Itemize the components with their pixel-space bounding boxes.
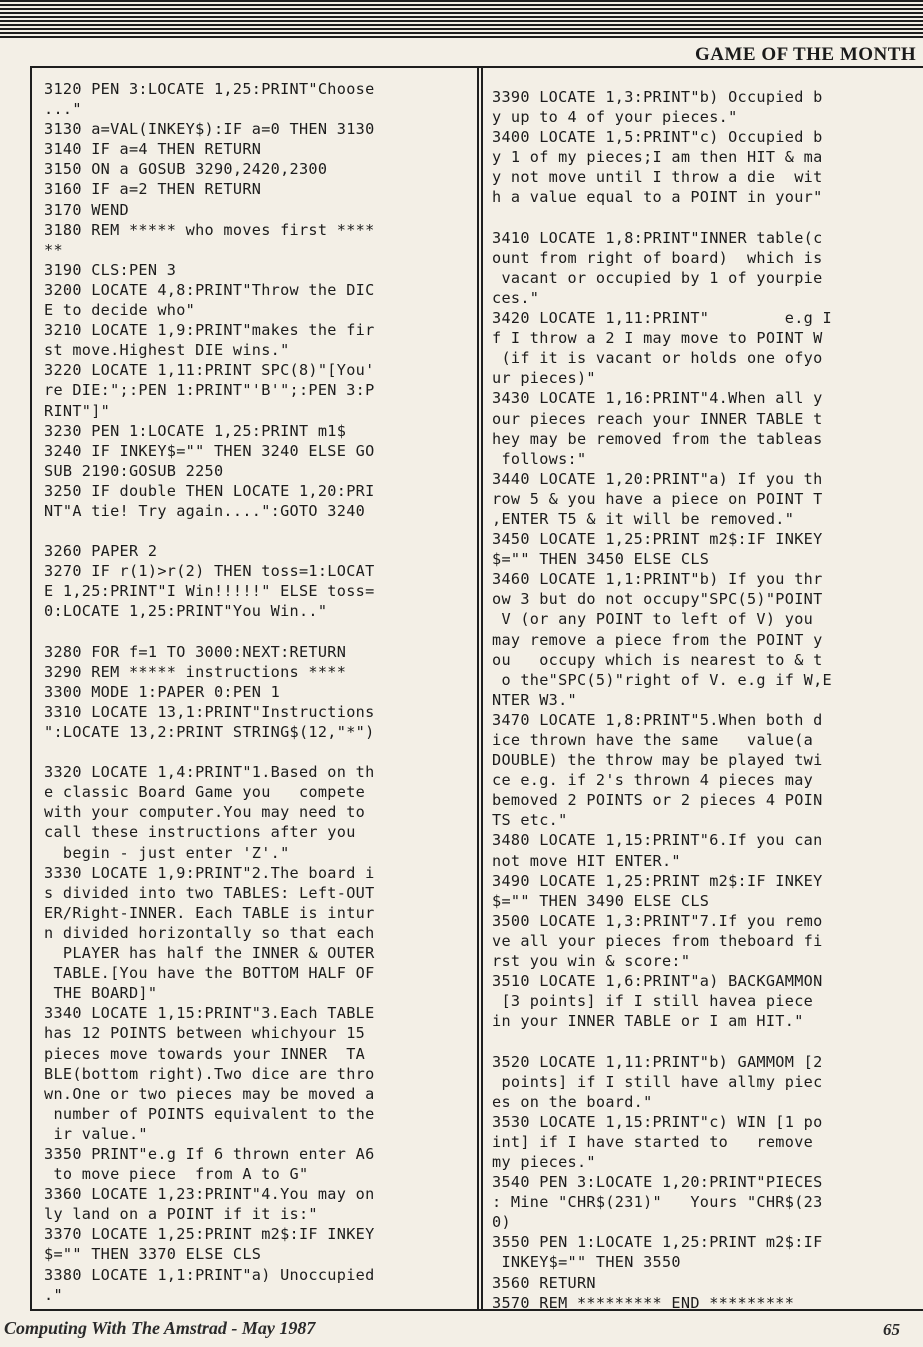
section-title: GAME OF THE MONTH	[695, 44, 917, 65]
column-divider	[477, 68, 483, 1309]
footer-publication: Computing With The Amstrad - May 1987	[4, 1318, 316, 1338]
page-number: 65	[883, 1320, 900, 1339]
header-rule-stripes	[0, 0, 923, 40]
listing-column-right: 3390 LOCATE 1,3:PRINT"b) Occupied b y up to 4 of your pieces." 3400 LOCATE 1,5:PRINT"c) Occupied b y 1 of my pieces;I am then HIT & ma y not move until I throw a die wit h a value equal to a POINT in your" 3410 LOCATE 1,8:PRINT"INNER table(c ount from right of board) which is vacant or occupied by 1 of yourpie ces." 3420 LOCATE 1,11:PRINT" e.g I f I throw a 2 I may move to POINT W (if it is vacant or holds one ofyo ur pieces)" 3430 LOCATE 1,16:PRINT"4.When all y our pieces reach your INNER TABLE t hey may be removed from the tableas follows:" 3440 LOCATE 1,20:PRINT"a) If you th row 5 & you have a piece on POINT T ,ENTER T5 & it will be removed." 3450 LOCATE 1,25:PRINT m2$:IF INKEY $="" THEN 3450 ELSE CLS 3460 LOCATE 1,1:PRINT"b) If you thr ow 3 but do not occupy"SPC(5)"POINT V (or any POINT to left of V) you may remove a piece from the POINT y ou occupy which is nearest to & t o the"SPC(5)"right of V. e.g if W,E NTER W3." 3470 LOCATE 1,8:PRINT"5.When both d ice thrown have the same value(a DOUBLE) the throw may be played twi ce e.g. if 2's thrown 4 pieces may bemoved 2 POINTS or 2 pieces 4 POIN TS etc." 3480 LOCATE 1,15:PRINT"6.If you can not move HIT ENTER." 3490 LOCATE 1,25:PRINT m2$:IF INKEY $="" THEN 3490 ELSE CLS 3500 LOCATE 1,3:PRINT"7.If you remo ve all your pieces from theboard fi rst you win & score:" 3510 LOCATE 1,6:PRINT"a) BACKGAMMON [3 points] if I still havea piece in your INNER TABLE or I am HIT." 3520 LOCATE 1,11:PRINT"b) GAMMOM [2 points] if I still have allmy piec es on the board." 3530 LOCATE 1,15:PRINT"c) WIN [1 po int] if I have started to remove my pieces." 3540 PEN 3:LOCATE 1,20:PRINT"PIECES : Mine "CHR$(231)" Yours "CHR$(23 0) 3550 PEN 1:LOCATE 1,25:PRINT m2$:IF INKEY$="" THEN 3550 3560 RETURN 3570 REM ********* END *********	[492, 88, 832, 1312]
listing-column-left: 3120 PEN 3:LOCATE 1,25:PRINT"Choose ..." 3130 a=VAL(INKEY$):IF a=0 THEN 3130 3140 IF a=4 THEN RETURN 3150 ON a GOSUB 3290,2420,2300 3160 IF a=2 THEN RETURN 3170 WEND 3180 REM ***** who moves first **** ** 3190 CLS:PEN 3 3200 LOCATE 4,8:PRINT"Throw the DIC E to decide who" 3210 LOCATE 1,9:PRINT"makes the fir st move.Highest DIE wins." 3220 LOCATE 1,11:PRINT SPC(8)"[You' re DIE:";:PEN 1:PRINT"'B'";:PEN 3:P RINT"]" 3230 PEN 1:LOCATE 1,25:PRINT m1$ 3240 IF INKEY$="" THEN 3240 ELSE GO SUB 2190:GOSUB 2250 3250 IF double THEN LOCATE 1,20:PRI NT"A tie! Try again....":GOTO 3240 3260 PAPER 2 3270 IF r(1)>r(2) THEN toss=1:LOCAT E 1,25:PRINT"I Win!!!!!" ELSE toss= 0:LOCATE 1,25:PRINT"You Win.." 3280 FOR f=1 TO 3000:NEXT:RETURN 3290 REM ***** instructions **** 3300 MODE 1:PAPER 0:PEN 1 3310 LOCATE 13,1:PRINT"Instructions ":LOCATE 13,2:PRINT STRING$(12,"*") 3320 LOCATE 1,4:PRINT"1.Based on th e classic Board Game you compete with your computer.You may need to call these instructions after you begin - just enter 'Z'." 3330 LOCATE 1,9:PRINT"2.The board i s divided into two TABLES: Left-OUT ER/Right-INNER. Each TABLE is intur n divided horizontally so that each PLAYER has half the INNER & OUTER TABLE.[You have the BOTTOM HALF OF THE BOARD]" 3340 LOCATE 1,15:PRINT"3.Each TABLE has 12 POINTS between whichyour 15 pieces move towards your INNER TA BLE(bottom right).Two dice are thro wn.One or two pieces may be moved a number of POINTS equivalent to the ir value." 3350 PRINT"e.g If 6 thrown enter A6 to move piece from A to G" 3360 LOCATE 1,23:PRINT"4.You may on ly land on a POINT if it is:" 3370 LOCATE 1,25:PRINT m2$:IF INKEY $="" THEN 3370 ELSE CLS 3380 LOCATE 1,1:PRINT"a) Unoccupied ."	[44, 80, 375, 1304]
